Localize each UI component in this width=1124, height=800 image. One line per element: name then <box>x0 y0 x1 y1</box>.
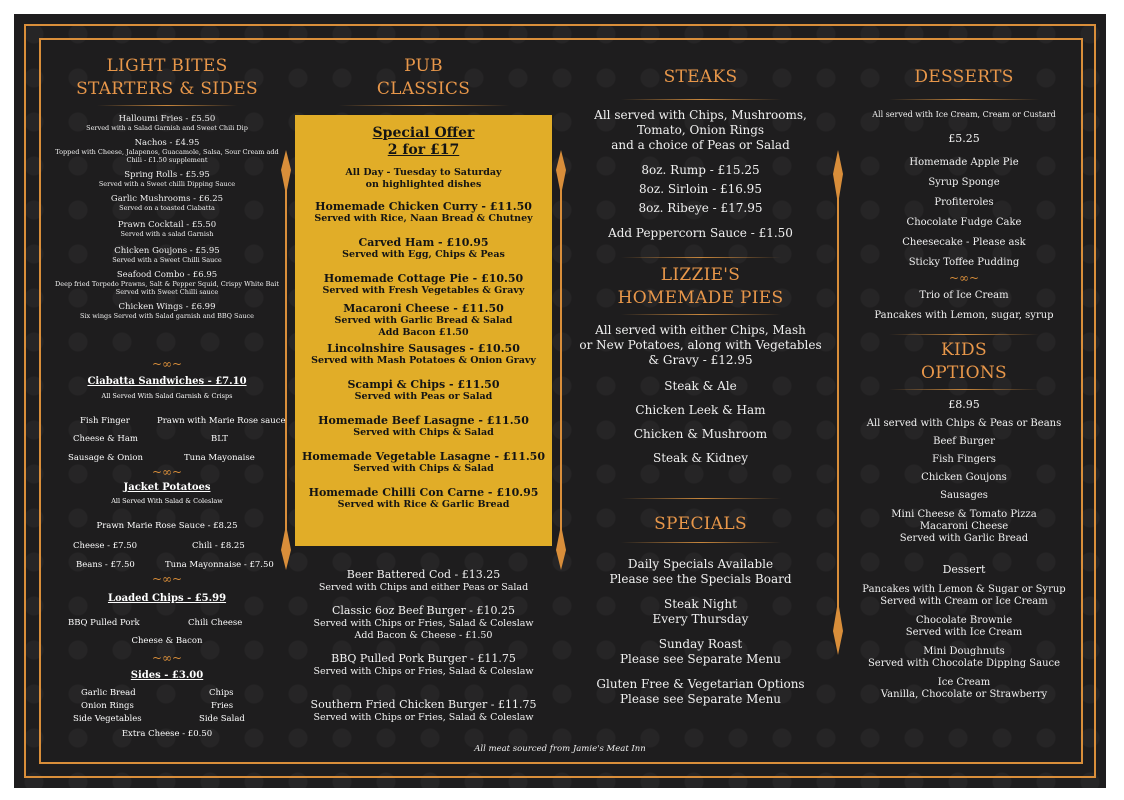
kids-dessert-heading: Dessert <box>942 563 986 576</box>
heading-line-1: KIDS <box>941 340 987 360</box>
item-desc: Served with a Salad Garnish and Sweet Chili Dip <box>86 124 248 132</box>
kids-dessert <box>845 677 1083 701</box>
offer-title-line-1: Special Offer <box>372 125 475 141</box>
item-name: Macaroni Cheese - £11.50 <box>343 302 504 315</box>
heading-rule <box>889 389 1039 390</box>
kids-item: Chicken Goujons <box>921 472 1007 483</box>
offer-subtitle-line-2: on highlighted dishes <box>365 179 482 190</box>
item-desc: Served with Garlic Bread & Salad <box>334 315 513 326</box>
ciabatta-filling: Prawn with Marie Rose sauce <box>157 416 286 426</box>
item-desc: Served with Chips and either Peas or Salad <box>318 582 529 593</box>
swirl-ornament-icon: ~∞~ <box>948 271 980 285</box>
dessert-item: Homemade Apple Pie <box>909 157 1019 168</box>
item-name: Nachos - £4.95 <box>134 138 200 148</box>
ciabatta-filling: Sausage & Onion <box>68 453 143 463</box>
kids-extra-line: Served with Garlic Bread <box>899 533 1029 544</box>
jacket-filling: Tuna Mayonnaise - £7.50 <box>165 560 274 570</box>
steak-item: 8oz. Sirloin - £16.95 <box>639 182 762 196</box>
offer-item <box>295 450 552 475</box>
item-name: Beer Battered Cod - £13.25 <box>346 568 501 581</box>
list-item <box>52 302 282 320</box>
item-name: Chicken Wings - £6.99 <box>118 302 216 312</box>
special-offer-panel <box>295 115 552 546</box>
steaks-heading: STEAKS <box>663 67 738 87</box>
item-name: Homemade Cottage Pie - £10.50 <box>323 272 524 285</box>
sides-title: Sides - £3.00 <box>130 670 204 681</box>
heading-line-1: PUB <box>404 56 443 76</box>
kids-dessert-line: Served with Cream or Ice Cream <box>880 596 1048 607</box>
item-name: Homemade Vegetable Lasagne - £11.50 <box>302 450 545 463</box>
light-bites-column <box>52 40 282 320</box>
item-desc: Add Bacon & Cheese - £1.50 <box>354 630 493 641</box>
heading-rule <box>889 99 1039 100</box>
ciabatta-filling: Tuna Mayonaise <box>184 453 255 463</box>
offer-item <box>295 486 552 511</box>
intro-line: and a choice of Peas or Salad <box>611 138 790 152</box>
list-item <box>52 246 282 264</box>
offer-item <box>295 378 552 403</box>
heading-rule <box>621 99 781 100</box>
steak-addon: Add Peppercorn Sauce - £1.50 <box>608 226 793 240</box>
special-line: Every Thursday <box>652 612 749 626</box>
swirl-ornament-icon: ~∞~ <box>152 357 183 371</box>
dessert-item: Chocolate Fudge Cake <box>906 217 1022 228</box>
ciabatta-title: Ciabatta Sandwiches - £7.10 <box>87 376 247 387</box>
steak-item: 8oz. Ribeye - £17.95 <box>638 201 763 215</box>
item-desc: Served with Mash Potatoes & Onion Gravy <box>311 355 536 366</box>
kids-extra-line: Mini Cheese & Tomato Pizza <box>891 509 1037 520</box>
heading-line-2: OPTIONS <box>921 363 1007 383</box>
special-line: Please see the Specials Board <box>609 572 792 586</box>
kids-dessert-line: Vanilla, Chocolate or Strawberry <box>880 689 1048 700</box>
item-desc: Six wings Served with Salad garnish and BBQ Sauce <box>79 312 255 320</box>
swirl-ornament-icon: ~∞~ <box>152 651 183 665</box>
jacket-title: Jacket Potatoes <box>123 482 211 493</box>
kids-dessert <box>845 646 1083 670</box>
swirl-ornament-icon: ~∞~ <box>152 465 183 479</box>
pie-item: Chicken & Mushroom <box>633 427 768 441</box>
heading-rule <box>621 498 781 499</box>
dessert-item: Sticky Toffee Pudding <box>908 257 1020 268</box>
pub-classics-other <box>295 568 552 724</box>
kids-dessert <box>845 615 1083 639</box>
offer-item <box>295 302 552 339</box>
item-name: Homemade Chicken Curry - £11.50 <box>315 200 532 213</box>
kids-dessert <box>845 584 1083 608</box>
item-desc: Served with a salad Garnish <box>120 230 214 238</box>
intro-line: All served with either Chips, Mash <box>595 323 806 337</box>
kids-heading <box>845 339 1083 385</box>
pie-item: Steak & Kidney <box>653 451 748 465</box>
jacket-filling: Cheese - £7.50 <box>73 541 138 551</box>
item-desc: Served with Chips or Fries, Salad & Coleslaw <box>313 712 534 723</box>
steaks-intro <box>568 108 833 153</box>
list-item <box>52 138 282 164</box>
item-name: Classic 6oz Beef Burger - £10.25 <box>332 604 515 617</box>
item-name: Homemade Beef Lasagne - £11.50 <box>318 414 529 427</box>
pie-item: Steak & Ale <box>664 379 737 393</box>
starters-list <box>52 114 282 320</box>
item-desc: Topped with Cheese, Jalapenos, Guacamole, Salsa, Sour Cream add Chili - £1.50 supplement <box>55 148 279 164</box>
kids-dessert-line: Ice Cream <box>937 677 991 688</box>
offer-title <box>295 125 552 159</box>
separator-1 <box>281 150 291 570</box>
heading-rule <box>339 105 509 106</box>
kids-dessert-line: Served with Chocolate Dipping Sauce <box>867 658 1061 669</box>
list-item <box>295 652 552 678</box>
item-name: BBQ Pulled Pork Burger - £11.75 <box>331 652 516 665</box>
intro-line: Tomato, Onion Rings <box>636 123 765 137</box>
list-item <box>52 194 282 212</box>
loaded-chips-title: Loaded Chips - £5.99 <box>107 593 227 604</box>
side-item: Garlic Bread <box>81 688 136 698</box>
desserts-intro: All served with Ice Cream, Cream or Custard <box>872 110 1056 119</box>
item-name: Southern Fried Chicken Burger - £11.75 <box>310 698 537 711</box>
loaded-option: Cheese & Bacon <box>131 636 203 646</box>
item-name: Scampi & Chips - £11.50 <box>347 378 500 391</box>
heading-line-1: LIGHT BITES <box>106 56 228 76</box>
list-item <box>52 170 282 188</box>
special-item <box>568 637 833 667</box>
side-item: Side Salad <box>199 714 245 724</box>
item-name: Chicken Goujons - £5.95 <box>114 246 220 256</box>
heading-rule <box>621 314 781 315</box>
item-desc: Add Bacon £1.50 <box>378 327 469 338</box>
side-item: Fries <box>211 701 234 711</box>
special-item <box>568 557 833 587</box>
intro-line: & Gravy - £12.95 <box>648 353 753 367</box>
item-name: Carved Ham - £10.95 <box>358 236 489 249</box>
light-bites-heading <box>52 55 282 101</box>
list-item <box>295 568 552 594</box>
heading-line-2: HOMEMADE PIES <box>617 288 784 308</box>
swirl-ornament-icon: ~∞~ <box>152 572 183 586</box>
special-line: Sunday Roast <box>658 637 743 651</box>
offer-item <box>295 200 552 225</box>
desserts-column <box>845 40 1083 701</box>
ciabatta-filling: Fish Finger <box>80 416 130 426</box>
pies-intro <box>568 323 833 368</box>
kids-dessert-line: Pancakes with Lemon & Sugar or Syrup <box>862 584 1066 595</box>
kids-item: Sausages <box>940 490 988 501</box>
item-desc: Served with Chips or Fries, Salad & Coleslaw <box>313 666 534 677</box>
item-desc: Served with a Sweet chilli Dipping Sauce <box>98 180 236 188</box>
item-desc: Deep fried Torpedo Prawns, Salt & Pepper Squid, Crispy White Bait Served with Sweet Chilli sauce <box>55 280 279 296</box>
kids-intro: All served with Chips & Peas or Beans <box>866 418 1062 429</box>
offer-item <box>295 236 552 261</box>
ciabatta-filling: Cheese & Ham <box>73 434 138 444</box>
dessert-extra: Trio of Ice Cream <box>919 290 1009 301</box>
list-item <box>295 604 552 642</box>
dessert-extra: Pancakes with Lemon, sugar, syrup <box>874 310 1054 321</box>
list-item <box>295 698 552 724</box>
item-desc: Served with Chips & Salad <box>353 463 494 474</box>
loaded-option: BBQ Pulled Pork <box>68 618 140 628</box>
item-name: Halloumi Fries - £5.50 <box>118 114 216 124</box>
offer-subtitle-line-1: All Day - Tuesday to Saturday <box>345 167 502 178</box>
special-line: Steak Night <box>664 597 737 611</box>
item-name: Homemade Chilli Con Carne - £10.95 <box>308 486 539 499</box>
heading-rule <box>97 105 237 106</box>
special-line: Gluten Free & Vegetarian Options <box>596 677 805 691</box>
kids-dessert-line: Served with Ice Cream <box>905 627 1023 638</box>
kids-item: Beef Burger <box>933 436 995 447</box>
jacket-desc: All Served With Salad & Coleslaw <box>111 497 223 505</box>
ciabatta-filling: BLT <box>211 434 228 444</box>
item-name: Spring Rolls - £5.95 <box>124 170 210 180</box>
footer-note: All meat sourced from Jamie's Meat Inn <box>474 744 646 754</box>
offer-subtitle <box>295 167 552 191</box>
jacket-filling: Chili - £8.25 <box>192 541 245 551</box>
heading-line-2: CLASSICS <box>376 79 471 99</box>
kids-dessert-line: Mini Doughnuts <box>923 646 1005 657</box>
item-desc: Served with Rice, Naan Bread & Chutney <box>314 213 533 224</box>
offer-item <box>295 272 552 297</box>
item-desc: Served with a Sweet Chilli Sauce <box>112 256 222 264</box>
list-item <box>52 114 282 132</box>
item-desc: Served with Rice & Garlic Bread <box>337 499 510 510</box>
side-item: Onion Rings <box>81 701 134 711</box>
pub-classics-column <box>292 40 555 110</box>
offer-item <box>295 414 552 439</box>
offer-item <box>295 342 552 367</box>
heading-line-1: LIZZIE'S <box>660 265 741 285</box>
list-item <box>52 220 282 238</box>
item-name: Seafood Combo - £6.95 <box>116 270 218 280</box>
special-line: Daily Specials Available <box>627 557 774 571</box>
kids-item: Fish Fingers <box>932 454 996 465</box>
dessert-item: Syrup Sponge <box>928 177 1000 188</box>
item-name: Lincolnshire Sausages - £10.50 <box>327 342 520 355</box>
item-desc: Served with Peas or Salad <box>354 391 493 402</box>
special-line: Please see Separate Menu <box>619 692 782 706</box>
intro-line: All served with Chips, Mushrooms, <box>594 108 807 122</box>
special-item <box>568 677 833 707</box>
jacket-first: Prawn Marie Rose Sauce - £8.25 <box>96 521 238 531</box>
steak-item: 8oz. Rump - £15.25 <box>641 163 760 177</box>
dessert-item: Profiteroles <box>934 197 994 208</box>
item-desc: Served with Egg, Chips & Peas <box>342 249 505 260</box>
heading-line-2: STARTERS & SIDES <box>76 79 258 99</box>
kids-extra <box>845 509 1083 545</box>
list-item <box>52 270 282 296</box>
ciabatta-desc: All Served With Salad Garnish & Crisps <box>101 392 233 400</box>
separator-3 <box>833 150 843 655</box>
intro-line: or New Potatoes, along with Vegetables <box>579 338 822 352</box>
item-name: Garlic Mushrooms - £6.25 <box>110 194 224 204</box>
item-desc: Served with Chips or Fries, Salad & Coleslaw <box>313 618 534 629</box>
side-item: Side Vegetables <box>73 714 142 724</box>
kids-dessert-line: Chocolate Brownie <box>915 615 1013 626</box>
kids-price: £8.95 <box>948 398 980 411</box>
pub-classics-heading <box>292 55 555 101</box>
offer-title-line-2: 2 for £17 <box>387 142 460 158</box>
special-item <box>568 597 833 627</box>
desserts-heading: DESSERTS <box>914 67 1014 87</box>
steaks-column <box>568 40 833 707</box>
item-desc: Served with Fresh Vegetables & Gravy <box>322 285 525 296</box>
heading-rule <box>621 257 781 258</box>
pies-heading <box>568 264 833 310</box>
item-name: Prawn Cocktail - £5.50 <box>117 220 217 230</box>
heading-rule <box>889 334 1039 335</box>
loaded-option: Chili Cheese <box>188 618 243 628</box>
separator-2 <box>556 150 566 570</box>
sides-extra: Extra Cheese - £0.50 <box>121 729 213 739</box>
special-line: Please see Separate Menu <box>619 652 782 666</box>
item-desc: Served on a toasted Ciabatta <box>119 204 215 212</box>
jacket-filling: Beans - £7.50 <box>76 560 135 570</box>
heading-rule <box>621 542 781 543</box>
dessert-item: Cheesecake - Please ask <box>902 237 1026 248</box>
desserts-price: £5.25 <box>948 132 980 145</box>
item-desc: Served with Chips & Salad <box>353 427 494 438</box>
pie-item: Chicken Leek & Ham <box>635 403 766 417</box>
kids-extra-line: Macaroni Cheese <box>919 521 1009 532</box>
specials-heading: SPECIALS <box>654 514 747 534</box>
side-item: Chips <box>209 688 234 698</box>
